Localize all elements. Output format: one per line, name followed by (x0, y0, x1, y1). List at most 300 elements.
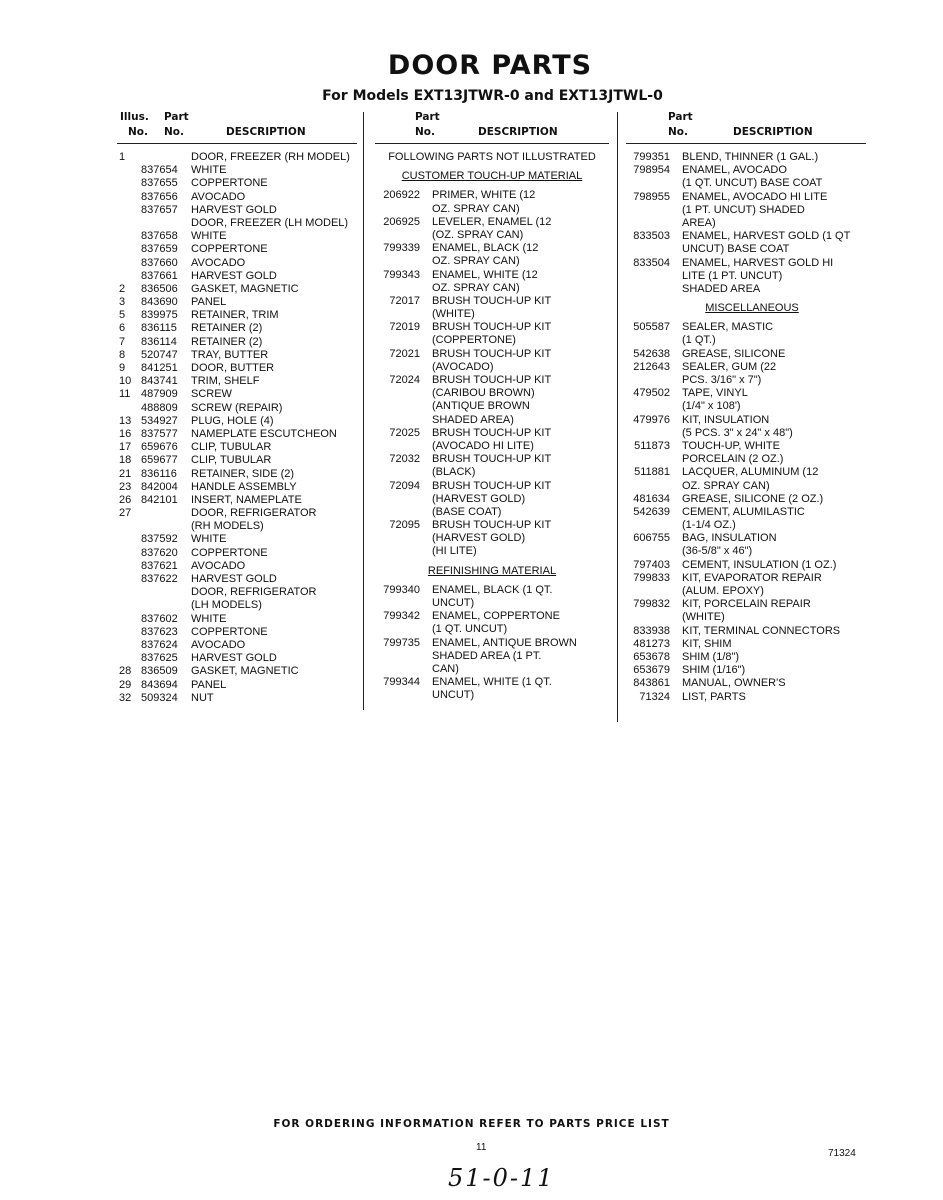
part-number: 837655 (141, 177, 178, 190)
part-number: 837658 (141, 230, 178, 243)
part-description: TOUCH-UP, WHITE (682, 439, 780, 452)
section-heading-text: MISCELLANEOUS (705, 302, 799, 315)
list-item (622, 204, 882, 217)
list-item (622, 257, 882, 270)
illus-number: 9 (119, 362, 126, 374)
illus-number: 8 (119, 348, 126, 361)
list-item (622, 387, 882, 400)
list-item (622, 480, 882, 493)
part-number: 509324 (141, 691, 178, 704)
part-description: WHITE (191, 612, 227, 625)
part-number: 843741 (141, 375, 178, 388)
list-item (372, 545, 612, 558)
part-description: CEMENT, INSULATION (1 OZ.) (682, 558, 837, 571)
part-description: ENAMEL, WHITE (1 QT. (432, 676, 552, 689)
list-item (622, 217, 882, 230)
part-description: BLEND, THINNER (1 GAL.) (682, 151, 819, 163)
part-number: 653679 (633, 664, 670, 677)
part-description: SCREW (191, 388, 232, 401)
page-subtitle: For Models EXT13JTWR-0 and EXT13JTWL-0 (322, 88, 663, 104)
part-number: 843690 (141, 296, 178, 309)
part-description: SEALER, MASTIC (682, 321, 774, 334)
part-description: PANEL (191, 296, 227, 309)
part-description: SHIM (1/8") (682, 650, 740, 663)
part-number: 72032 (389, 453, 420, 466)
list-item (372, 334, 612, 347)
list-item (372, 519, 612, 532)
list-item (119, 336, 359, 349)
list-item (622, 270, 882, 283)
part-number: 72017 (389, 294, 420, 307)
part-description: (LH MODELS) (191, 599, 262, 612)
list-item (622, 230, 882, 243)
part-number: 799832 (633, 598, 670, 611)
list-item (622, 334, 882, 347)
list-item (119, 375, 359, 388)
part-number: 534927 (141, 414, 178, 427)
part-description: RETAINER, TRIM (191, 309, 279, 322)
part-description: GREASE, SILICONE (682, 347, 786, 360)
part-number: 836116 (141, 467, 177, 480)
part-number: 72021 (389, 347, 420, 360)
part-description: COPPERTONE (191, 546, 268, 559)
list-item (372, 387, 612, 400)
list-item (372, 480, 612, 493)
part-description: AVOCADO (191, 638, 246, 651)
part-description: COPPERTONE (191, 243, 268, 256)
part-description: (BASE COAT) (432, 505, 502, 518)
list-item (372, 466, 612, 479)
part-description: GREASE, SILICONE (2 OZ.) (682, 492, 824, 505)
list-item (372, 637, 612, 650)
part-description: TRIM, SHELF (191, 375, 260, 388)
illus-number: 13 (119, 414, 132, 427)
illus-number: 21 (119, 467, 132, 480)
list-item (622, 151, 882, 164)
part-description: GASKET, MAGNETIC (191, 665, 299, 678)
part-number: 837657 (141, 203, 178, 216)
part-number: 836114 (141, 335, 177, 348)
part-number: 479976 (633, 413, 670, 426)
col3-desc-label: DESCRIPTION (733, 126, 813, 138)
part-description: RETAINER (2) (191, 322, 263, 335)
part-description: (ANTIQUE BROWN (432, 400, 530, 413)
list-item (372, 242, 612, 255)
list-item (372, 189, 612, 202)
col1-parts-list (119, 151, 359, 705)
list-item (622, 545, 882, 558)
list-item (372, 493, 612, 506)
part-description: ENAMEL, HARVEST GOLD (1 QT (682, 230, 851, 243)
part-description: (1/4" x 108') (682, 400, 741, 413)
list-item (119, 388, 359, 401)
list-item (622, 466, 882, 479)
part-description: SEALER, GUM (22 (682, 360, 777, 373)
part-number: 606755 (633, 532, 670, 545)
list-item (622, 559, 882, 572)
part-description: (ALUM. EPOXY) (682, 585, 764, 597)
section-heading-text: REFINISHING MATERIAL (427, 564, 557, 577)
part-number: 542638 (633, 347, 670, 360)
part-description: (1 PT. UNCUT) SHADED (682, 203, 805, 216)
list-item (372, 216, 612, 229)
part-number: 799735 (383, 636, 420, 649)
part-number: 836506 (141, 282, 178, 295)
part-description: DOOR, BUTTER (191, 362, 275, 374)
list-item (372, 348, 612, 361)
list-item (622, 493, 882, 506)
illus-number: 27 (119, 507, 132, 520)
part-number: 542639 (633, 505, 670, 518)
list-item (622, 427, 882, 440)
part-number: 797403 (633, 558, 670, 571)
part-description: NAMEPLATE ESCUTCHEON (191, 427, 337, 440)
list-item (119, 349, 359, 362)
col1-no1-label: No. (128, 126, 148, 138)
part-description: BRUSH TOUCH-UP KIT (432, 294, 552, 307)
list-item (622, 572, 882, 585)
col1-no2-label: No. (164, 126, 184, 138)
list-item (372, 427, 612, 440)
list-item (119, 692, 359, 705)
list-item (119, 204, 359, 217)
part-description: (1 QT. UNCUT) (432, 623, 508, 636)
section-heading (372, 565, 612, 578)
part-description: AREA) (682, 216, 716, 229)
part-description: (HI LITE) (432, 545, 477, 558)
part-description: DOOR, REFRIGERATOR (191, 507, 317, 520)
part-description: WHITE (191, 533, 227, 546)
part-description: (36-5/8" x 46") (682, 545, 753, 558)
illus-number: 2 (119, 282, 126, 295)
list-item (622, 374, 882, 387)
list-item (119, 507, 359, 520)
page-number: 11 (476, 1142, 487, 1153)
illus-number: 29 (119, 678, 132, 691)
part-number: 843861 (633, 677, 670, 690)
part-description: BRUSH TOUCH-UP KIT (432, 374, 552, 386)
section-heading (372, 151, 612, 164)
list-item (372, 400, 612, 413)
list-item (119, 428, 359, 441)
col1-desc-label: DESCRIPTION (226, 126, 306, 138)
list-item (372, 282, 612, 295)
part-description: ENAMEL, AVOCADO HI LITE (682, 190, 828, 203)
part-description: (1 QT. UNCUT) BASE COAT (682, 177, 823, 190)
list-item (119, 243, 359, 256)
illus-number: 1 (119, 151, 126, 163)
list-item (622, 414, 882, 427)
part-number: 837660 (141, 256, 178, 269)
part-description: (OZ. SPRAY CAN) (432, 228, 524, 241)
part-description: HARVEST GOLD (191, 652, 277, 665)
list-item (622, 677, 882, 690)
list-item (622, 664, 882, 677)
part-description: CLIP, TUBULAR (191, 454, 272, 467)
section-heading (622, 302, 882, 315)
list-item (622, 585, 882, 598)
part-description: BRUSH TOUCH-UP KIT (432, 347, 552, 360)
list-item (372, 269, 612, 282)
part-number: 481634 (633, 492, 670, 505)
part-number: 488809 (141, 401, 178, 414)
list-item (372, 584, 612, 597)
part-description: KIT, SHIM (682, 637, 732, 650)
list-item (372, 453, 612, 466)
list-item (622, 283, 882, 296)
part-number: 837602 (141, 612, 178, 625)
col2-header-rule (375, 143, 609, 144)
part-description: (AVOCADO HI LITE) (432, 439, 534, 452)
part-description: HARVEST GOLD (191, 573, 277, 585)
list-item (372, 440, 612, 453)
illus-number: 18 (119, 454, 132, 467)
part-description: PANEL (191, 678, 227, 691)
part-description: PLUG, HOLE (4) (191, 414, 274, 427)
list-item (372, 689, 612, 702)
part-description: SHADED AREA (682, 282, 761, 295)
illus-number: 26 (119, 493, 132, 506)
part-description: INSERT, NAMEPLATE (191, 493, 302, 506)
list-item (119, 586, 359, 599)
part-description: HARVEST GOLD (191, 203, 277, 216)
list-item (622, 440, 882, 453)
part-description: KIT, INSULATION (682, 413, 770, 426)
col2-desc-label: DESCRIPTION (478, 126, 558, 138)
part-number: 799344 (383, 676, 420, 689)
illus-number: 11 (119, 388, 131, 401)
part-description: (BLACK) (432, 466, 476, 479)
part-description: GASKET, MAGNETIC (191, 282, 299, 295)
part-number: 659677 (141, 454, 178, 467)
part-number: 799833 (633, 571, 670, 584)
part-description: OZ. SPRAY CAN) (432, 281, 520, 294)
part-description: (HARVEST GOLD) (432, 492, 526, 505)
part-description: RETAINER (2) (191, 335, 263, 348)
col3-part-label: Part (668, 111, 693, 123)
part-number: 487909 (141, 388, 178, 401)
part-number: 837659 (141, 243, 178, 256)
list-item (119, 230, 359, 243)
page-title: DOOR PARTS (387, 50, 593, 81)
list-item (622, 638, 882, 651)
illus-number: 6 (119, 322, 126, 335)
col3-parts-list (622, 151, 882, 704)
part-number: 212643 (633, 360, 670, 373)
part-number: 837577 (141, 427, 178, 440)
part-number: 72019 (389, 321, 420, 334)
list-item (372, 295, 612, 308)
part-number: 511881 (634, 466, 670, 479)
col2-part-label: Part (415, 111, 440, 123)
part-number: 799342 (383, 610, 420, 623)
part-description: ENAMEL, BLACK (1 QT. (432, 583, 553, 596)
part-description: AVOCADO (191, 559, 246, 572)
list-item (372, 229, 612, 242)
part-description: SHIM (1/16") (682, 664, 746, 677)
col1-header-rule (117, 143, 357, 144)
part-description: NUT (191, 691, 214, 704)
part-description: UNCUT) (432, 597, 475, 609)
illus-number: 7 (119, 335, 126, 348)
part-description: AVOCADO (191, 190, 246, 203)
part-description: DOOR, FREEZER (LH MODEL) (191, 216, 349, 229)
part-number: 653678 (633, 650, 670, 663)
part-description: BRUSH TOUCH-UP KIT (432, 453, 552, 466)
part-number: 72025 (389, 426, 420, 439)
list-item (119, 283, 359, 296)
part-number: 837623 (141, 625, 178, 638)
part-description: DOOR, REFRIGERATOR (191, 586, 317, 599)
part-number: 505587 (633, 321, 670, 334)
part-description: BRUSH TOUCH-UP KIT (432, 426, 552, 439)
part-number: 842004 (141, 480, 178, 493)
list-item (622, 361, 882, 374)
part-description: ENAMEL, HARVEST GOLD HI (682, 256, 834, 269)
part-description: (CARIBOU BROWN) (432, 387, 535, 400)
list-item (622, 651, 882, 664)
part-number: 511873 (634, 439, 670, 452)
part-number: 837625 (141, 652, 178, 665)
part-description: OZ. SPRAY CAN) (432, 202, 520, 215)
list-item (119, 441, 359, 454)
column-divider-2 (617, 112, 618, 722)
part-description: PORCELAIN (2 OZ.) (682, 453, 784, 466)
section-heading (372, 170, 612, 183)
list-item (119, 560, 359, 573)
part-number: 837656 (141, 190, 178, 203)
part-description: WHITE (191, 230, 227, 243)
part-description: HANDLE ASSEMBLY (191, 480, 297, 493)
document-code: 71324 (828, 1148, 856, 1159)
list-item (119, 296, 359, 309)
part-description: LIST, PARTS (682, 690, 746, 703)
part-number: 71324 (639, 690, 670, 703)
list-item (119, 639, 359, 652)
part-number: 837661 (141, 269, 178, 282)
col1-part-label: Part (164, 111, 189, 123)
part-description: ENAMEL, COPPERTONE (432, 610, 560, 623)
part-description: (HARVEST GOLD) (432, 532, 526, 545)
part-description: (COPPERTONE) (432, 334, 516, 347)
part-description: PRIMER, WHITE (12 (432, 189, 536, 202)
illus-number: 28 (119, 665, 132, 678)
part-number: 481273 (633, 637, 670, 650)
part-number: 799343 (383, 268, 420, 281)
part-number: 836115 (141, 322, 177, 335)
list-item (119, 151, 359, 164)
ordering-note: FOR ORDERING INFORMATION REFER TO PARTS PRICE LIST (273, 1118, 670, 1130)
part-description: BRUSH TOUCH-UP KIT (432, 321, 552, 334)
part-description: UNCUT) (432, 689, 475, 702)
part-number: 479502 (633, 387, 670, 400)
list-item (119, 665, 359, 678)
part-number: 836509 (141, 665, 178, 678)
part-number: 520747 (141, 348, 178, 361)
part-description: (AVOCADO) (432, 360, 494, 373)
part-description: AVOCADO (191, 256, 246, 269)
list-item (119, 217, 359, 230)
illus-number: 5 (119, 309, 126, 322)
list-item (372, 506, 612, 519)
part-description: ENAMEL, AVOCADO (682, 164, 787, 177)
list-item (622, 506, 882, 519)
column-divider-1 (363, 112, 364, 710)
part-description: OZ. SPRAY CAN) (682, 479, 770, 492)
list-item (372, 610, 612, 623)
part-description: CAN) (432, 662, 459, 675)
part-number: 841251 (141, 362, 178, 374)
handwritten-note: 51-0-11 (448, 1164, 555, 1192)
list-item (119, 270, 359, 283)
part-description: TRAY, BUTTER (191, 348, 269, 361)
part-description: KIT, PORCELAIN REPAIR (682, 598, 811, 611)
section-heading-text: CUSTOMER TOUCH-UP MATERIAL (401, 170, 583, 183)
part-number: 837654 (141, 164, 178, 177)
part-number: 72095 (389, 519, 420, 532)
list-item (119, 652, 359, 665)
part-number: 72094 (389, 479, 420, 492)
part-description: MANUAL, OWNER'S (682, 677, 786, 690)
list-item (119, 599, 359, 612)
list-item (622, 348, 882, 361)
list-item (119, 626, 359, 639)
list-item (372, 361, 612, 374)
part-number: 206922 (383, 189, 420, 202)
part-description: RETAINER, SIDE (2) (191, 467, 295, 480)
part-description: OZ. SPRAY CAN) (432, 255, 520, 268)
col2-no-label: No. (415, 126, 435, 138)
list-item (372, 255, 612, 268)
part-number: 798954 (633, 164, 670, 177)
list-item (119, 322, 359, 335)
list-item (119, 679, 359, 692)
list-item (119, 613, 359, 626)
part-description: BRUSH TOUCH-UP KIT (432, 479, 552, 492)
list-item (119, 191, 359, 204)
list-item (622, 243, 882, 256)
part-description: PCS. 3/16" x 7") (682, 374, 762, 386)
illus-number: 32 (119, 691, 132, 704)
part-description: LITE (1 PT. UNCUT) (682, 269, 783, 282)
col2-parts-list (372, 151, 612, 703)
list-item (622, 611, 882, 624)
list-item (119, 520, 359, 533)
part-description: DOOR, FREEZER (RH MODEL) (191, 151, 350, 163)
part-description: ENAMEL, BLACK (12 (432, 242, 539, 255)
list-item (622, 321, 882, 334)
list-item (119, 533, 359, 546)
part-description: COPPERTONE (191, 625, 268, 638)
part-description: TAPE, VINYL (682, 387, 748, 400)
list-item (372, 532, 612, 545)
part-description: CEMENT, ALUMILASTIC (682, 505, 805, 518)
illus-number: 3 (119, 296, 126, 309)
part-description: (WHITE) (432, 308, 475, 321)
part-description: ENAMEL, WHITE (12 (432, 268, 538, 281)
part-number: 842101 (141, 493, 178, 506)
part-number: 843694 (141, 678, 178, 691)
part-description: (5 PCS. 3" x 24" x 48") (682, 426, 793, 439)
list-item (119, 573, 359, 586)
list-item (622, 400, 882, 413)
part-number: 837622 (141, 573, 178, 585)
list-item (372, 308, 612, 321)
part-description: SHADED AREA) (432, 413, 514, 426)
part-number: 659676 (141, 441, 178, 454)
list-item (119, 402, 359, 415)
part-number: 833504 (633, 256, 670, 269)
